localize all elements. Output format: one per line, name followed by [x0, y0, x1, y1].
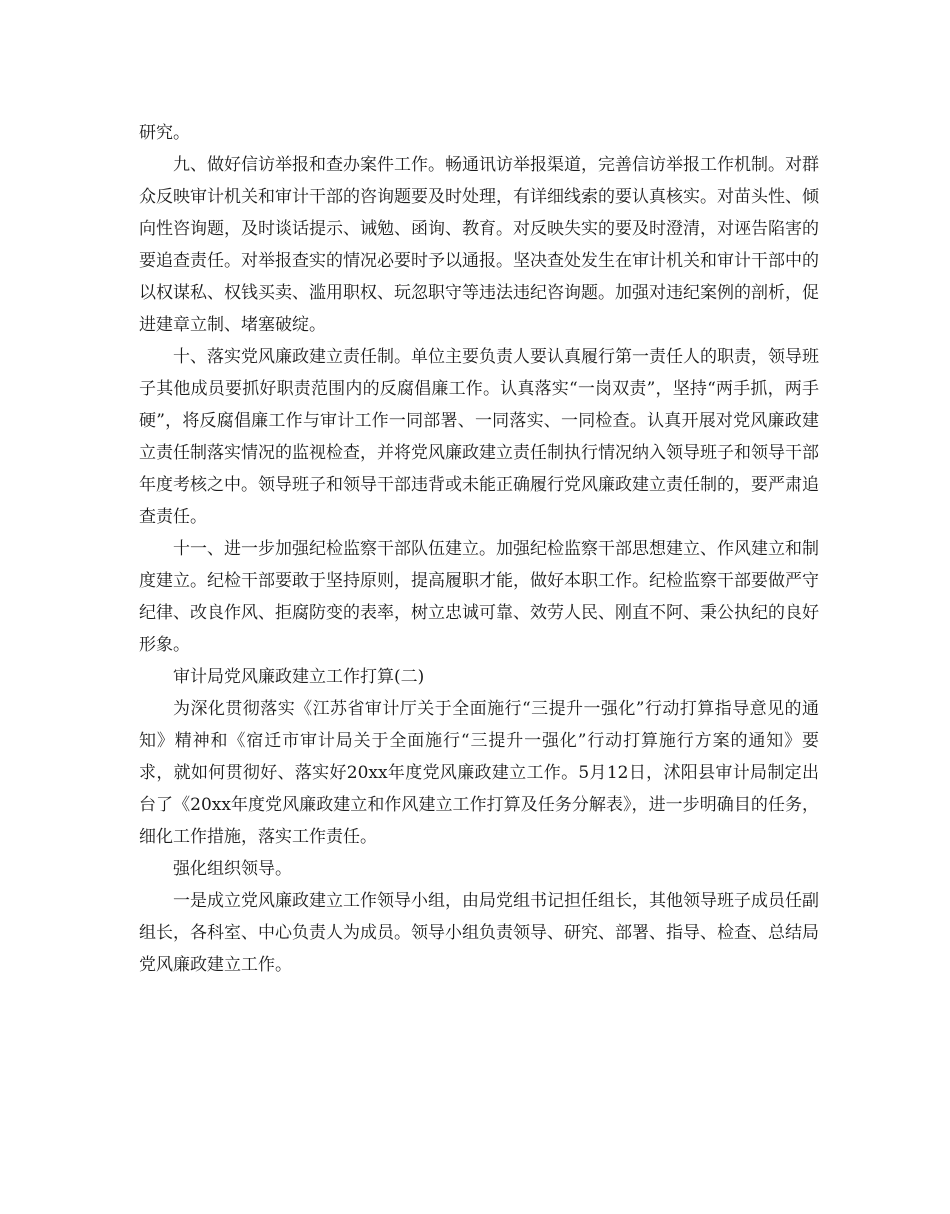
document-body [139, 117, 819, 981]
section-heading: 审计局党风廉政建立工作打算(二) [173, 667, 425, 687]
paragraph-intro: 为深化贯彻落实《江苏省审计厅关于全面施行“三提升一强化”行动打算指导意见的通知》精神和《宿迁市审计局关于全面施行“三提升一强化”行动打算施行方案的通知》要求，就如何贯彻好、落实好20xx年度党风廉政建立工作。5月12日，沭阳县审计局制定出台了《20xx年度党风廉政建立和作风建立工作打算及任务分解表》，进一步明确目的任务，细化工作措施，落实工作责任。 [139, 699, 819, 847]
paragraph-item-nine: 九、做好信访举报和查办案件工作。畅通讯访举报渠道，完善信访举报工作机制。对群众反映审计机关和审计干部的咨询题要及时处理，有详细线索的要认真核实。对苗头性、倾向性咨询题，及时谈话提示、诫勉、函询、教育。对反映失实的要及时澄清，对诬告陷害的要追查责任。对举报查实的情况必要时予以通报。坚决查处发生在审计机关和审计干部中的以权谋私、权钱买卖、滥用职权、玩忽职守等违法违纪咨询题。加强对违纪案例的剖析，促进建章立制、堵塞破绽。 [139, 155, 819, 335]
paragraph-item-eleven: 十一、进一步加强纪检监察干部队伍建立。加强纪检监察干部思想建立、作风建立和制度建立。纪检干部要敢于坚持原则，提高履职才能，做好本职工作。纪检监察干部要做严守纪律、改良作风、拒腐防变的表率，树立忠诚可靠、效劳人民、刚直不阿、秉公执纪的良好形象。 [139, 539, 819, 655]
paragraph-leadership-group: 一是成立党风廉政建立工作领导小组，由局党组书记担任组长，其他领导班子成员任副组长，各科室、中心负责人为成员。领导小组负责领导、研究、部署、指导、检查、总结局党风廉政建立工作。 [139, 891, 819, 975]
paragraph-continuation: 研究。 [139, 123, 190, 143]
subheading-organization: 强化组织领导。 [173, 859, 292, 879]
paragraph-item-ten: 十、落实党风廉政建立责任制。单位主要负责人要认真履行第一责任人的职责，领导班子其他成员要抓好职责范围内的反腐倡廉工作。认真落实“一岗双责”，坚持“两手抓，两手硬”，将反腐倡廉工作与审计工作一同部署、一同落实、一同检查。认真开展对党风廉政建立责任制落实情况的监视检查，并将党风廉政建立责任制执行情况纳入领导班子和领导干部年度考核之中。领导班子和领导干部违背或未能正确履行党风廉政建立责任制的，要严肃追查责任。 [139, 347, 819, 527]
